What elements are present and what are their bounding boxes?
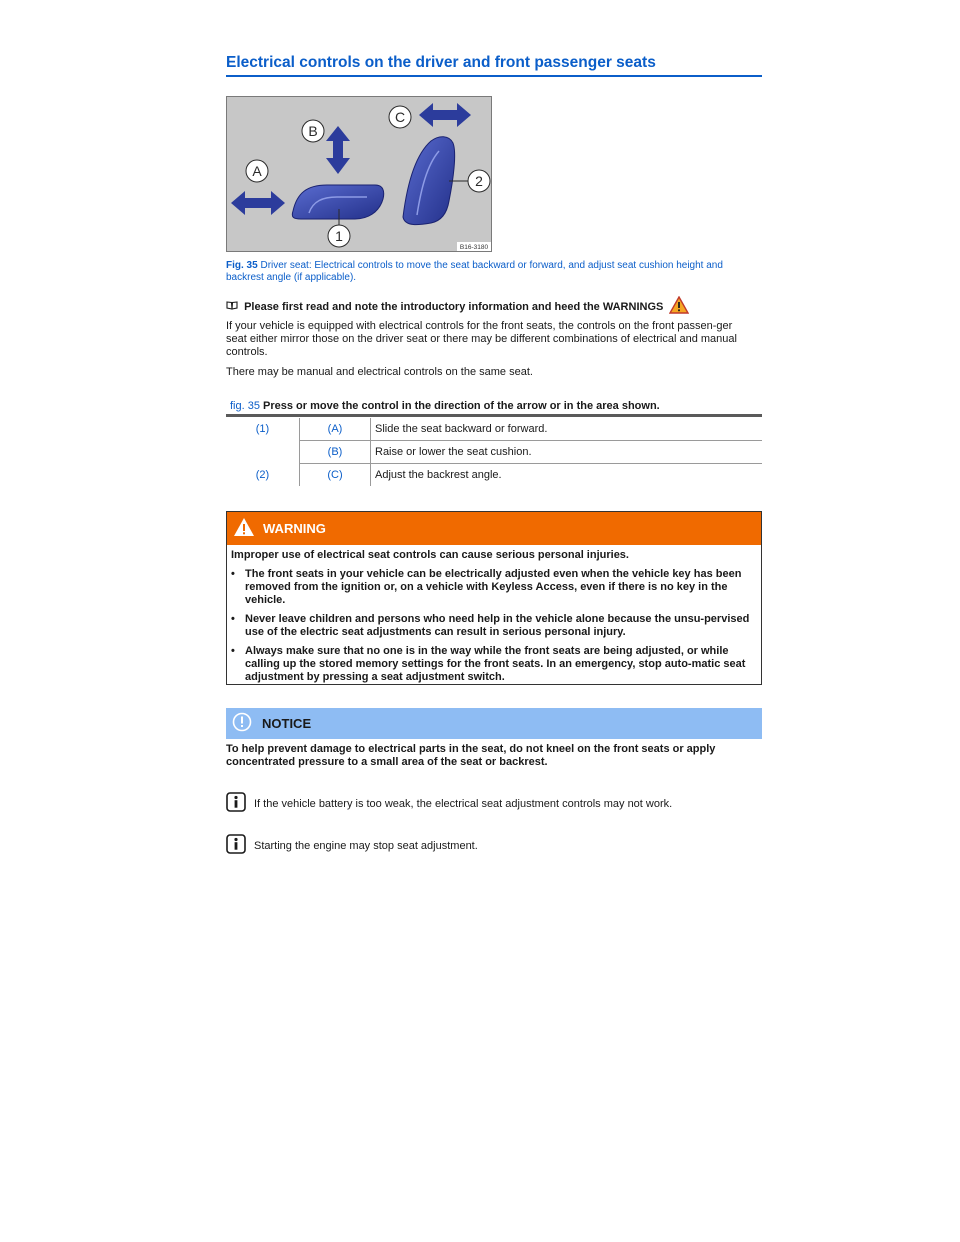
warning-box bbox=[226, 511, 762, 685]
book-icon bbox=[226, 301, 241, 313]
figure-caption bbox=[226, 260, 756, 284]
note-text: Starting the engine may stop seat adjustment. bbox=[254, 839, 478, 852]
intro-text: Please first read and note the introductory information and heed the WARNINGS bbox=[244, 301, 664, 313]
control-cell bbox=[226, 441, 300, 464]
figure-caption-ref: Fig. 35 bbox=[226, 260, 258, 271]
table-caption bbox=[226, 400, 766, 412]
arrow-b-icon bbox=[326, 126, 350, 174]
bullet-dot-icon: • bbox=[231, 645, 235, 657]
control-cell: (2) bbox=[226, 464, 300, 487]
table-row bbox=[226, 441, 762, 464]
info-icon bbox=[226, 792, 246, 815]
seat-controls-illustration bbox=[227, 97, 491, 251]
action-cell: Raise or lower the seat cushion. bbox=[371, 441, 763, 464]
warning-lead: Improper use of electrical seat controls can cause serious personal injuries. bbox=[231, 549, 629, 561]
warning-header bbox=[227, 512, 761, 545]
warning-bullet bbox=[231, 613, 757, 639]
bullet-dot-icon: • bbox=[231, 568, 235, 580]
seat-controls-figure bbox=[226, 96, 492, 252]
warning-bullet bbox=[231, 645, 757, 684]
note-text: If the vehicle battery is too weak, the electrical seat adjustment controls may not work. bbox=[254, 797, 673, 810]
direction-cell: (A) bbox=[300, 418, 371, 441]
page-title: Electrical controls on the driver and front passenger seats bbox=[226, 54, 762, 77]
table-rule bbox=[226, 414, 762, 417]
direction-cell: (C) bbox=[300, 464, 371, 487]
action-cell: Slide the seat backward or forward. bbox=[371, 418, 763, 441]
info-note bbox=[226, 792, 762, 815]
intro-line bbox=[226, 296, 762, 317]
figure-label-a: A bbox=[252, 163, 262, 179]
figure-caption-text: Driver seat: Electrical controls to move the seat backward or forward, and adjust seat cushion height and backrest angle (if applicable). bbox=[226, 260, 723, 283]
table-caption-text: Press or move the control in the direction of the arrow or in the area shown. bbox=[263, 400, 660, 412]
arrow-c-icon bbox=[419, 103, 471, 127]
label-c-callout bbox=[389, 106, 411, 128]
info-note bbox=[226, 834, 762, 857]
warning-body bbox=[227, 545, 761, 684]
svg-text:B16-3180: B16-3180 bbox=[459, 244, 489, 251]
figure-label-1: 1 bbox=[335, 228, 343, 244]
figure-label-b: B bbox=[308, 123, 318, 139]
warning-heading: WARNING bbox=[263, 521, 326, 536]
action-cell: Adjust the backrest angle. bbox=[375, 469, 502, 481]
figure-label-2: 2 bbox=[475, 173, 483, 189]
controls-table bbox=[226, 418, 762, 486]
figure-code bbox=[457, 242, 491, 251]
paragraph: If your vehicle is equipped with electrical controls for the front seats, the controls on the front passen-ger seat either mirror those on the driver seat or there may be different combinations of electrical and manual controls. bbox=[226, 320, 737, 358]
label-a-callout bbox=[246, 160, 268, 182]
backrest-control bbox=[403, 137, 455, 225]
label-2-callout bbox=[449, 170, 490, 192]
seat-cushion-control bbox=[292, 185, 383, 219]
table-row bbox=[226, 418, 762, 441]
warning-icon bbox=[233, 517, 263, 540]
table-row bbox=[226, 464, 762, 487]
warning-bullet bbox=[231, 568, 757, 607]
label-b-callout bbox=[302, 120, 324, 142]
notice-heading: NOTICE bbox=[262, 716, 312, 731]
paragraph: There may be manual and electrical controls on the same seat. bbox=[226, 366, 533, 378]
warning-bullet-text: Always make sure that no one is in the way while the front seats are being adjusted, or while calling up the stored memory settings for the front seats. In an emergency, stop auto-matic seat adjustment by pressing a seat adjustment switch. bbox=[245, 645, 746, 683]
table-caption-ref: fig. 35 bbox=[230, 400, 260, 412]
arrow-a-icon bbox=[231, 191, 285, 215]
direction-cell: (B) bbox=[300, 441, 371, 464]
notice-icon bbox=[232, 712, 262, 735]
warning-bullet-text: Never leave children and persons who need help in the vehicle alone because the unsu-pervised use of the electric seat adjustments can result in serious personal injury. bbox=[245, 613, 750, 638]
control-cell: (1) bbox=[226, 418, 300, 441]
warning-triangle-icon bbox=[669, 296, 689, 317]
bullet-dot-icon: • bbox=[231, 613, 235, 625]
info-icon bbox=[226, 834, 246, 857]
warning-bullet-text: The front seats in your vehicle can be electrically adjusted even when the vehicle key has been removed from the ignition or, on a vehicle with Keyless Access, even if there is no key in the vehicle. bbox=[245, 568, 742, 606]
notice-text: To help prevent damage to electrical parts in the seat, do not kneel on the front seats or apply concentrated pressure to a small area of the seat or backrest. bbox=[226, 743, 716, 768]
notice-header bbox=[226, 708, 762, 739]
figure-label-c: C bbox=[394, 109, 406, 125]
